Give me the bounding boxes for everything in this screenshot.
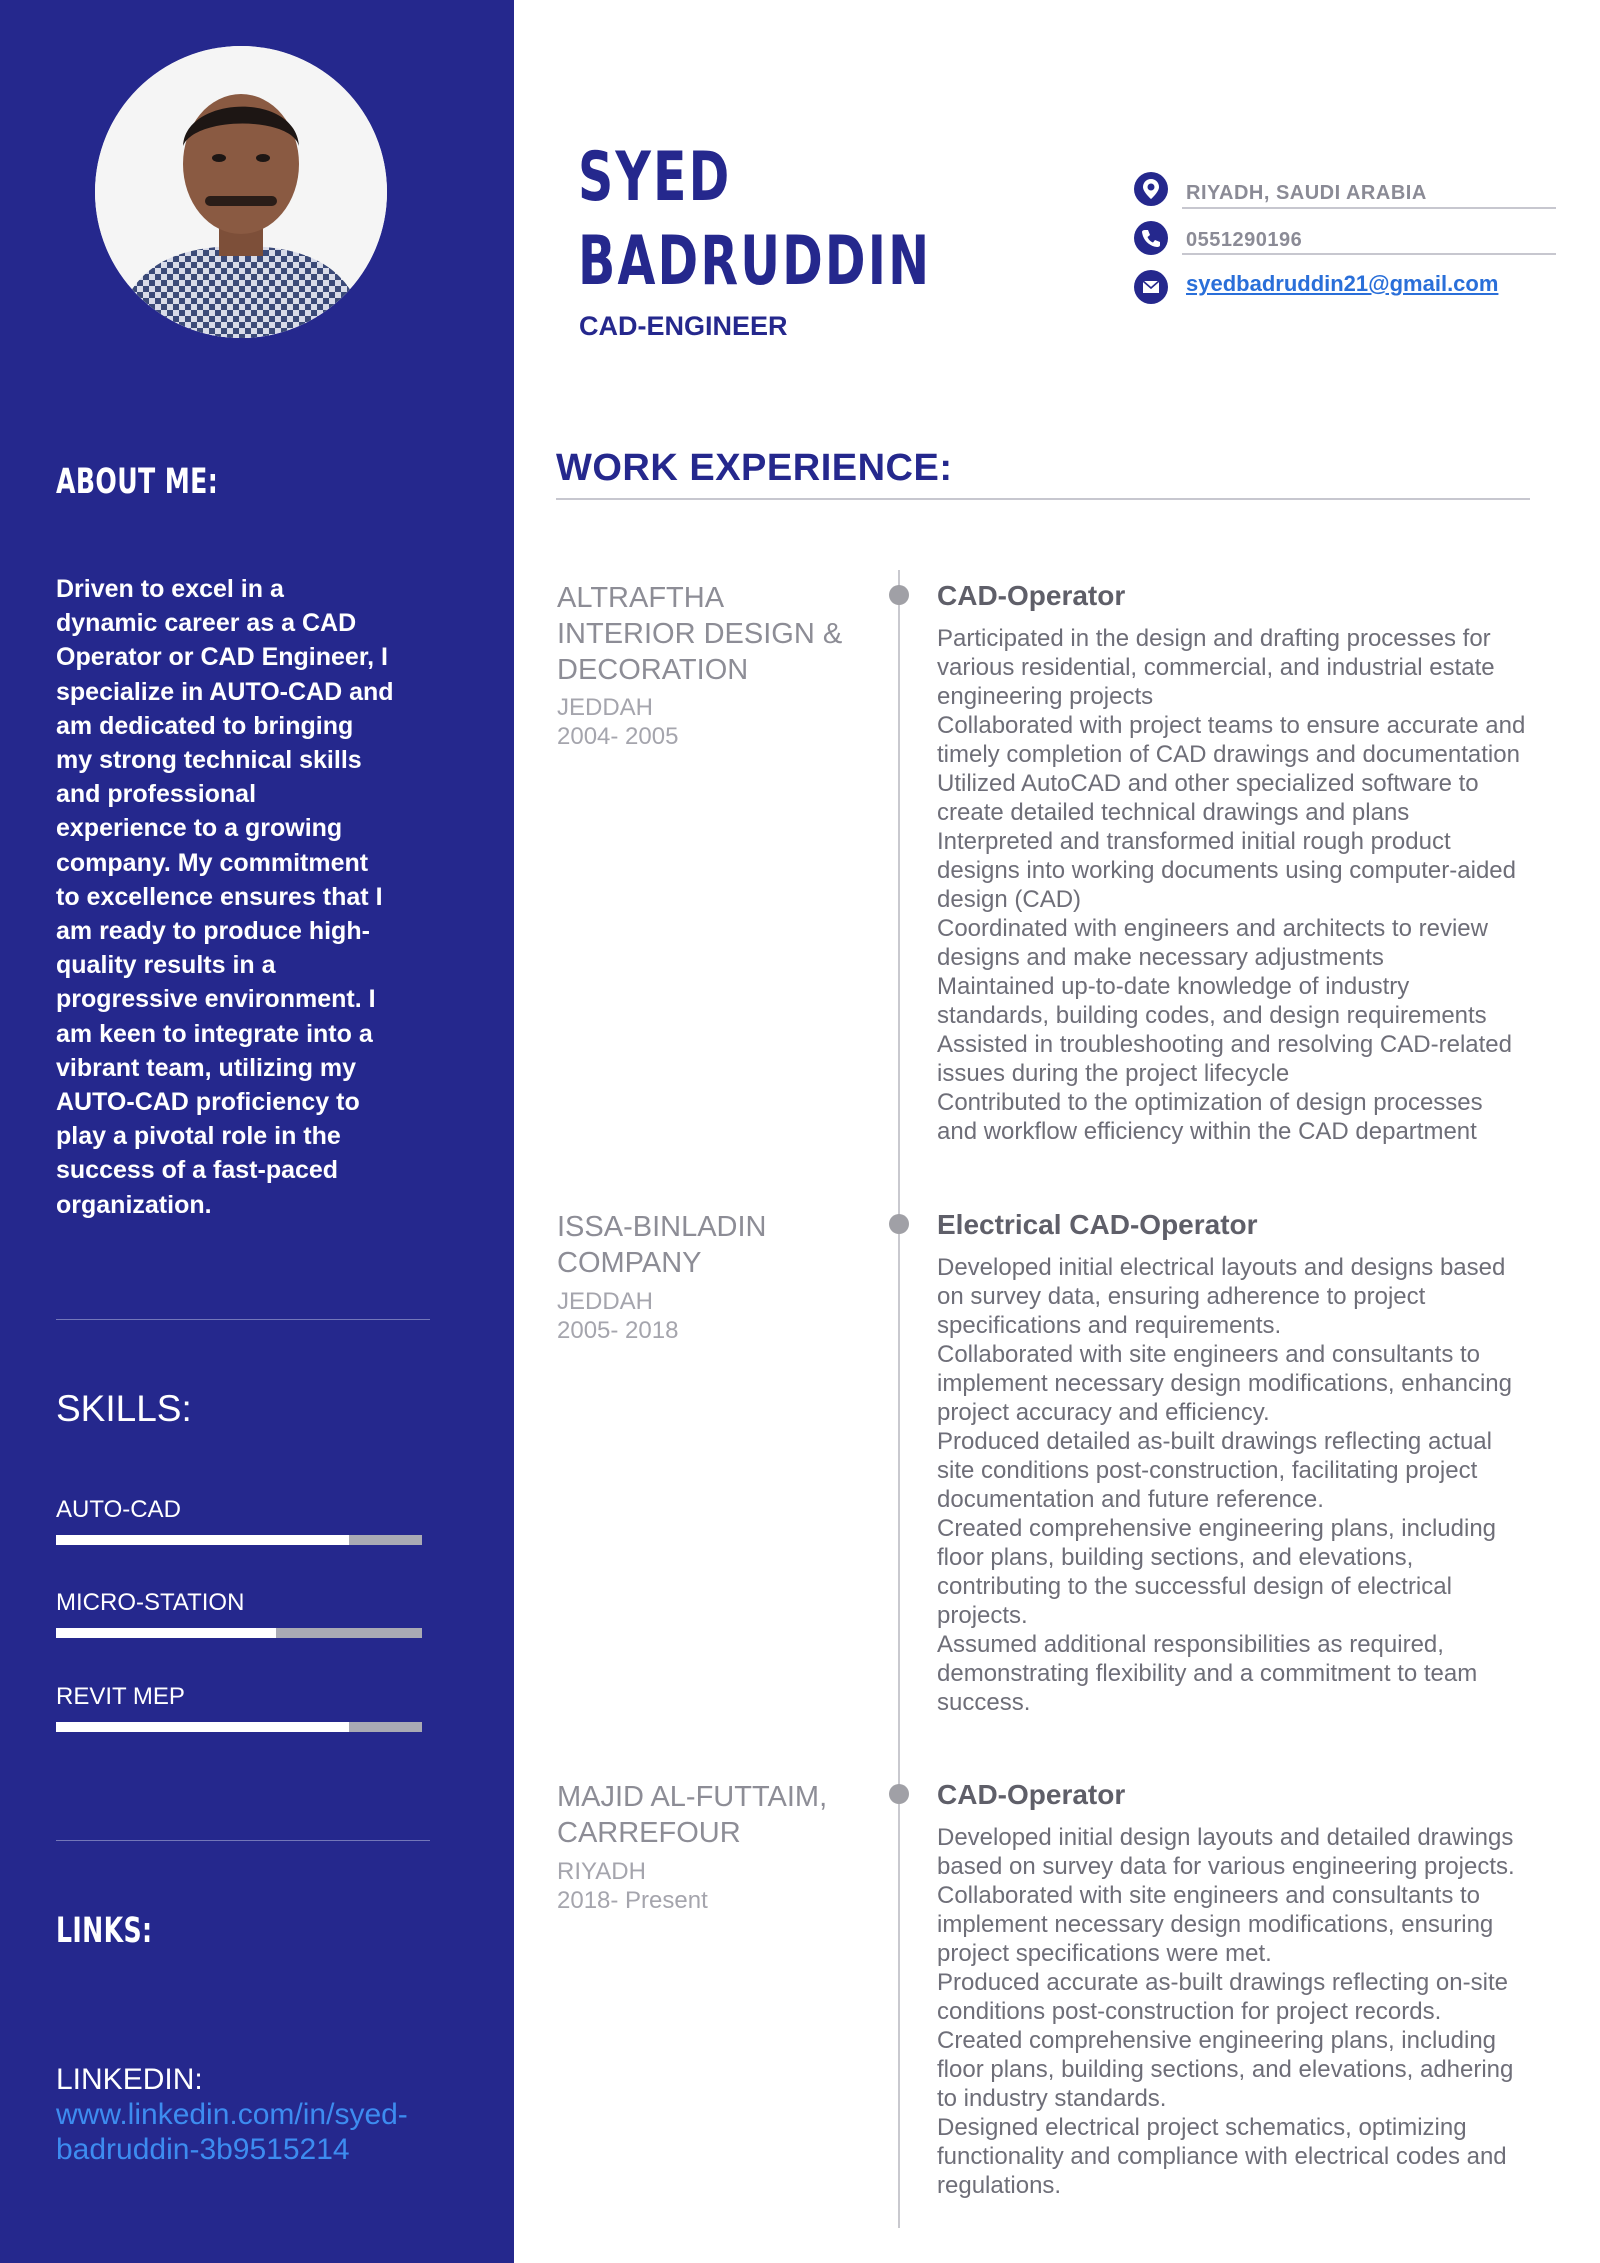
job-description-line: Assumed additional responsibilities as required, bbox=[937, 1631, 1444, 1658]
job-description-line: Collaborated with project teams to ensure accurate and bbox=[937, 712, 1526, 739]
job-description-line: Produced detailed as-built drawings reflecting actual bbox=[937, 1428, 1492, 1455]
company-name-line: INTERIOR DESIGN & bbox=[557, 618, 843, 650]
job-title: CAD-Operator bbox=[937, 1779, 1126, 1810]
job-description-line: Participated in the design and drafting processes for bbox=[937, 625, 1491, 652]
job-description-line: floor plans, building sections, and elevations, bbox=[937, 1544, 1414, 1571]
job-description bbox=[937, 1823, 1549, 2200]
timeline-dot bbox=[889, 1784, 909, 1804]
about-line: organization. bbox=[56, 1190, 212, 1219]
timeline-dot bbox=[889, 585, 909, 605]
about-line: Operator or CAD Engineer, I bbox=[56, 643, 389, 672]
job-description-line: Collaborated with site engineers and consultants to bbox=[937, 1882, 1480, 1909]
contact-email-link[interactable]: syedbadruddin21@gmail.com bbox=[1186, 271, 1499, 296]
contact-divider bbox=[1182, 207, 1556, 209]
job-description-line: timely completion of CAD drawings and documentation bbox=[937, 741, 1520, 768]
job-description-line: various residential, commercial, and industrial estate bbox=[937, 654, 1495, 681]
job-years: 2004- 2005 bbox=[557, 723, 679, 750]
skill-bar-fill bbox=[56, 1722, 349, 1732]
contact-location: RIYADH, SAUDI ARABIA bbox=[1186, 182, 1427, 204]
job-description-line: implement necessary design modifications, ensuring bbox=[937, 1911, 1494, 1938]
last-name: BADRUDDIN bbox=[578, 222, 932, 301]
job-years: 2018- Present bbox=[557, 1887, 708, 1914]
skill-label: MICRO-STATION bbox=[56, 1589, 245, 1616]
company-name bbox=[557, 1779, 887, 1851]
job-description-line: based on survey data for various engineering projects. bbox=[937, 1853, 1515, 1880]
job-description-line: engineering projects bbox=[937, 683, 1154, 710]
job-description-line: regulations. bbox=[937, 2172, 1062, 2199]
job-years: 2005- 2018 bbox=[557, 1317, 679, 1344]
about-heading: ABOUT ME: bbox=[56, 462, 219, 502]
skills-heading: SKILLS: bbox=[56, 1388, 192, 1429]
job-description-line: floor plans, building sections, and elevations, adhering bbox=[937, 2056, 1514, 2083]
job-description-line: functionality and compliance with electrical codes and bbox=[937, 2143, 1507, 2170]
job-description-line: Utilized AutoCAD and other specialized software to bbox=[937, 770, 1479, 797]
job-city: JEDDAH bbox=[557, 694, 654, 721]
job-description-line: implement necessary design modifications, enhancing bbox=[937, 1370, 1512, 1397]
job-description-line: Coordinated with engineers and architects to review bbox=[937, 915, 1488, 942]
about-line: my strong technical skills bbox=[56, 746, 362, 775]
job-description-line: Created comprehensive engineering plans, including bbox=[937, 1515, 1497, 1542]
about-line: am keen to integrate into a bbox=[56, 1019, 373, 1048]
job-description bbox=[937, 624, 1549, 1146]
job-description-line: issues during the project lifecycle bbox=[937, 1060, 1290, 1087]
job-title: Electrical CAD-Operator bbox=[937, 1209, 1258, 1240]
company-name bbox=[557, 580, 887, 688]
job-description-line: Created comprehensive engineering plans, including bbox=[937, 2027, 1497, 2054]
job-description-line: designs and make necessary adjustments bbox=[937, 944, 1384, 971]
skill-bar-fill bbox=[56, 1628, 276, 1638]
about-line: vibrant team, utilizing my bbox=[56, 1053, 357, 1082]
about-line: and professional bbox=[56, 780, 257, 809]
job-description-line: projects. bbox=[937, 1602, 1028, 1629]
contact-phone: 0551290196 bbox=[1186, 229, 1303, 251]
job-description-line: contributing to the successful design of electrical bbox=[937, 1573, 1452, 1600]
job-description-line: project accuracy and efficiency. bbox=[937, 1399, 1270, 1426]
job-description-line: Developed initial design layouts and detailed drawings bbox=[937, 1824, 1514, 1851]
first-name: SYED bbox=[578, 138, 732, 217]
about-line: dynamic career as a CAD bbox=[56, 609, 357, 638]
company-name-line: MAJID AL-FUTTAIM, bbox=[557, 1781, 828, 1813]
company-name-line: CARREFOUR bbox=[557, 1817, 741, 1849]
job-description-line: on survey data, ensuring adherence to project bbox=[937, 1283, 1426, 1310]
skill-label: AUTO-CAD bbox=[56, 1496, 181, 1523]
timeline-dot bbox=[889, 1214, 909, 1234]
linkedin-link-line[interactable]: badruddin-3b9515214 bbox=[56, 2133, 350, 2166]
location-pin-icon bbox=[1134, 172, 1168, 206]
skill-bar-fill bbox=[56, 1535, 349, 1545]
about-line: to excellence ensures that I bbox=[56, 882, 383, 911]
profile-photo bbox=[95, 46, 387, 338]
job-description-line: and workflow efficiency within the CAD department bbox=[937, 1118, 1477, 1145]
job-description-line: Designed electrical project schematics, optimizing bbox=[937, 2114, 1467, 2141]
about-line: AUTO-CAD proficiency to bbox=[56, 1088, 360, 1117]
company-name-line: COMPANY bbox=[557, 1247, 702, 1279]
person-portrait-icon bbox=[95, 46, 387, 338]
job-description-line: Interpreted and transformed initial rough product bbox=[937, 828, 1451, 855]
company-name-line: ISSA-BINLADIN bbox=[557, 1211, 767, 1243]
divider bbox=[556, 498, 1530, 500]
company-name-line: DECORATION bbox=[557, 654, 749, 686]
phone-icon bbox=[1134, 221, 1168, 255]
about-line: am dedicated to bringing bbox=[56, 711, 354, 740]
company-name-line: ALTRAFTHA bbox=[557, 582, 725, 614]
job-description-line: Assisted in troubleshooting and resolving CAD-related bbox=[937, 1031, 1512, 1058]
company-name bbox=[557, 1209, 887, 1281]
about-line: am ready to produce high- bbox=[56, 917, 370, 946]
about-line: company. My commitment bbox=[56, 848, 369, 877]
contact-divider bbox=[1182, 253, 1556, 255]
job-description-line: design (CAD) bbox=[937, 886, 1082, 913]
job-description-line: Produced accurate as-built drawings reflecting on-site bbox=[937, 1969, 1508, 1996]
job-title: CAD-Operator bbox=[937, 580, 1126, 611]
job-description-line: site conditions post-construction, facilitating project bbox=[937, 1457, 1478, 1484]
divider bbox=[56, 1840, 430, 1841]
job-city: JEDDAH bbox=[557, 1288, 654, 1315]
job-description-line: specifications and requirements. bbox=[937, 1312, 1282, 1339]
divider bbox=[56, 1319, 430, 1320]
job-city: RIYADH bbox=[557, 1858, 646, 1885]
about-line: play a pivotal role in the bbox=[56, 1122, 341, 1151]
job-description-line: create detailed technical drawings and plans bbox=[937, 799, 1410, 826]
job-description bbox=[937, 1253, 1549, 1717]
job-description-line: Contributed to the optimization of design processes bbox=[937, 1089, 1483, 1116]
timeline-line bbox=[898, 570, 900, 2228]
skill-bar bbox=[56, 1722, 422, 1732]
about-line: experience to a growing bbox=[56, 814, 343, 843]
skill-bar bbox=[56, 1628, 422, 1638]
about-line: Driven to excel in a bbox=[56, 575, 284, 603]
skill-bar bbox=[56, 1535, 422, 1545]
about-line: success of a fast-paced bbox=[56, 1156, 339, 1185]
job-description-line: demonstrating flexibility and a commitment to team bbox=[937, 1660, 1478, 1687]
job-description-line: documentation and future reference. bbox=[937, 1486, 1324, 1513]
about-line: progressive environment. I bbox=[56, 985, 376, 1014]
sidebar bbox=[0, 0, 514, 2263]
linkedin-label: LINKEDIN: bbox=[56, 2063, 203, 2096]
job-description-line: success. bbox=[937, 1689, 1031, 1716]
about-line: quality results in a bbox=[56, 951, 276, 980]
job-description-line: project specifications were met. bbox=[937, 1940, 1272, 1967]
job-description-line: to industry standards. bbox=[937, 2085, 1167, 2112]
job-description-line: standards, building codes, and design requirements bbox=[937, 1002, 1487, 1029]
job-description-line: Maintained up-to-date knowledge of industry bbox=[937, 973, 1410, 1000]
job-description-line: Collaborated with site engineers and consultants to bbox=[937, 1341, 1480, 1368]
links-heading: LINKS: bbox=[56, 1911, 153, 1951]
job-description-line: Developed initial electrical layouts and designs based bbox=[937, 1254, 1506, 1281]
email-icon bbox=[1134, 270, 1168, 304]
work-experience-heading: WORK EXPERIENCE: bbox=[556, 447, 953, 489]
job-role: CAD-ENGINEER bbox=[579, 311, 788, 341]
job-description-line: conditions post-construction for project records. bbox=[937, 1998, 1442, 2025]
about-line: specialize in AUTO-CAD and bbox=[56, 677, 394, 706]
skill-label: REVIT MEP bbox=[56, 1683, 185, 1710]
job-description-line: designs into working documents using computer-aided bbox=[937, 857, 1516, 884]
about-text bbox=[56, 572, 446, 1222]
linkedin-link-line[interactable]: www.linkedin.com/in/syed- bbox=[56, 2098, 408, 2131]
linkedin-link[interactable] bbox=[56, 2097, 456, 2167]
